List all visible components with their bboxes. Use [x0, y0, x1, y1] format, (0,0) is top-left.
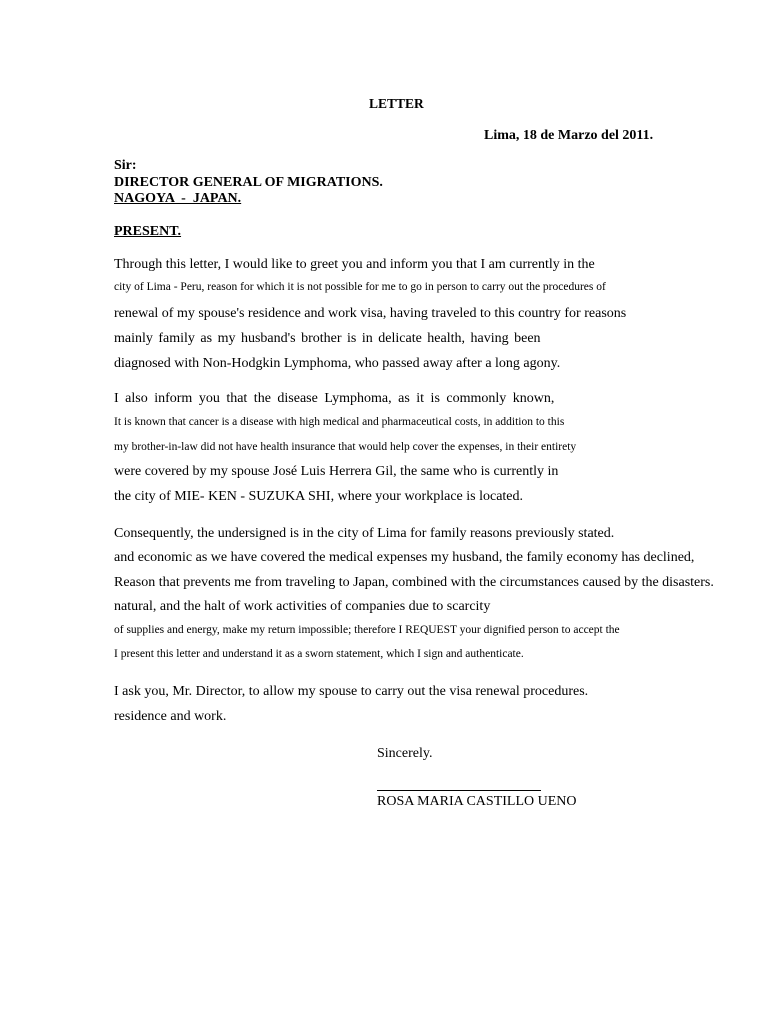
- closing: Sincerely.: [377, 746, 433, 761]
- paragraph-2-line-2: It is known that cancer is a disease with high medical and pharmaceutical costs, in addition to this: [114, 416, 565, 428]
- paragraph-2-line-1: I also inform you that the disease Lymphoma, as it is commonly known,: [114, 391, 555, 406]
- paragraph-1-line-1: Through this letter, I would like to greet you and inform you that I am currently in the: [114, 257, 595, 272]
- letter-title: LETTER: [369, 96, 424, 111]
- paragraph-3-line-5: of supplies and energy, make my return impossible; therefore I REQUEST your dignified person to accept the: [114, 624, 620, 636]
- recipient-title: DIRECTOR GENERAL OF MIGRATIONS.: [114, 175, 383, 190]
- paragraph-1-line-3: renewal of my spouse's residence and work visa, having traveled to this country for reasons: [114, 306, 627, 321]
- paragraph-4-line-1: I ask you, Mr. Director, to allow my spouse to carry out the visa renewal procedures.: [114, 684, 589, 699]
- paragraph-3-line-6: I present this letter and understand it as a sworn statement, which I sign and authenticate.: [114, 648, 524, 660]
- paragraph-1-line-4: mainly family as my husband's brother is in delicate health, having been: [114, 331, 541, 346]
- paragraph-1-line-2: city of Lima - Peru, reason for which it is not possible for me to go in person to carry out the procedures of: [114, 281, 606, 293]
- signature-line: [377, 790, 541, 791]
- paragraph-3-line-3: Reason that prevents me from traveling to Japan, combined with the circumstances caused by the disasters.: [114, 575, 714, 590]
- paragraph-1-line-5: diagnosed with Non-Hodgkin Lymphoma, who passed away after a long agony.: [114, 356, 561, 371]
- recipient-location: NAGOYA - JAPAN.: [114, 191, 242, 206]
- paragraph-3-line-4: natural, and the halt of work activities of companies due to scarcity: [114, 599, 491, 614]
- paragraph-2-line-4: were covered by my spouse José Luis Herrera Gil, the same who is currently in: [114, 464, 559, 479]
- paragraph-3-line-1: Consequently, the undersigned is in the city of Lima for family reasons previously stated.: [114, 526, 615, 541]
- present-heading: PRESENT.: [114, 224, 182, 239]
- paragraph-3-line-2: and economic as we have covered the medical expenses my husband, the family economy has declined,: [114, 550, 695, 565]
- salutation: Sir:: [114, 158, 137, 173]
- signer-name: ROSA MARIA CASTILLO UENO: [377, 794, 577, 809]
- letter-date: Lima, 18 de Marzo del 2011.: [484, 128, 654, 143]
- paragraph-2-line-5: the city of MIE- KEN - SUZUKA SHI, where your workplace is located.: [114, 489, 524, 504]
- paragraph-4-line-2: residence and work.: [114, 709, 227, 724]
- paragraph-2-line-3: my brother-in-law did not have health insurance that would help cover the expenses, in their entirety: [114, 441, 577, 453]
